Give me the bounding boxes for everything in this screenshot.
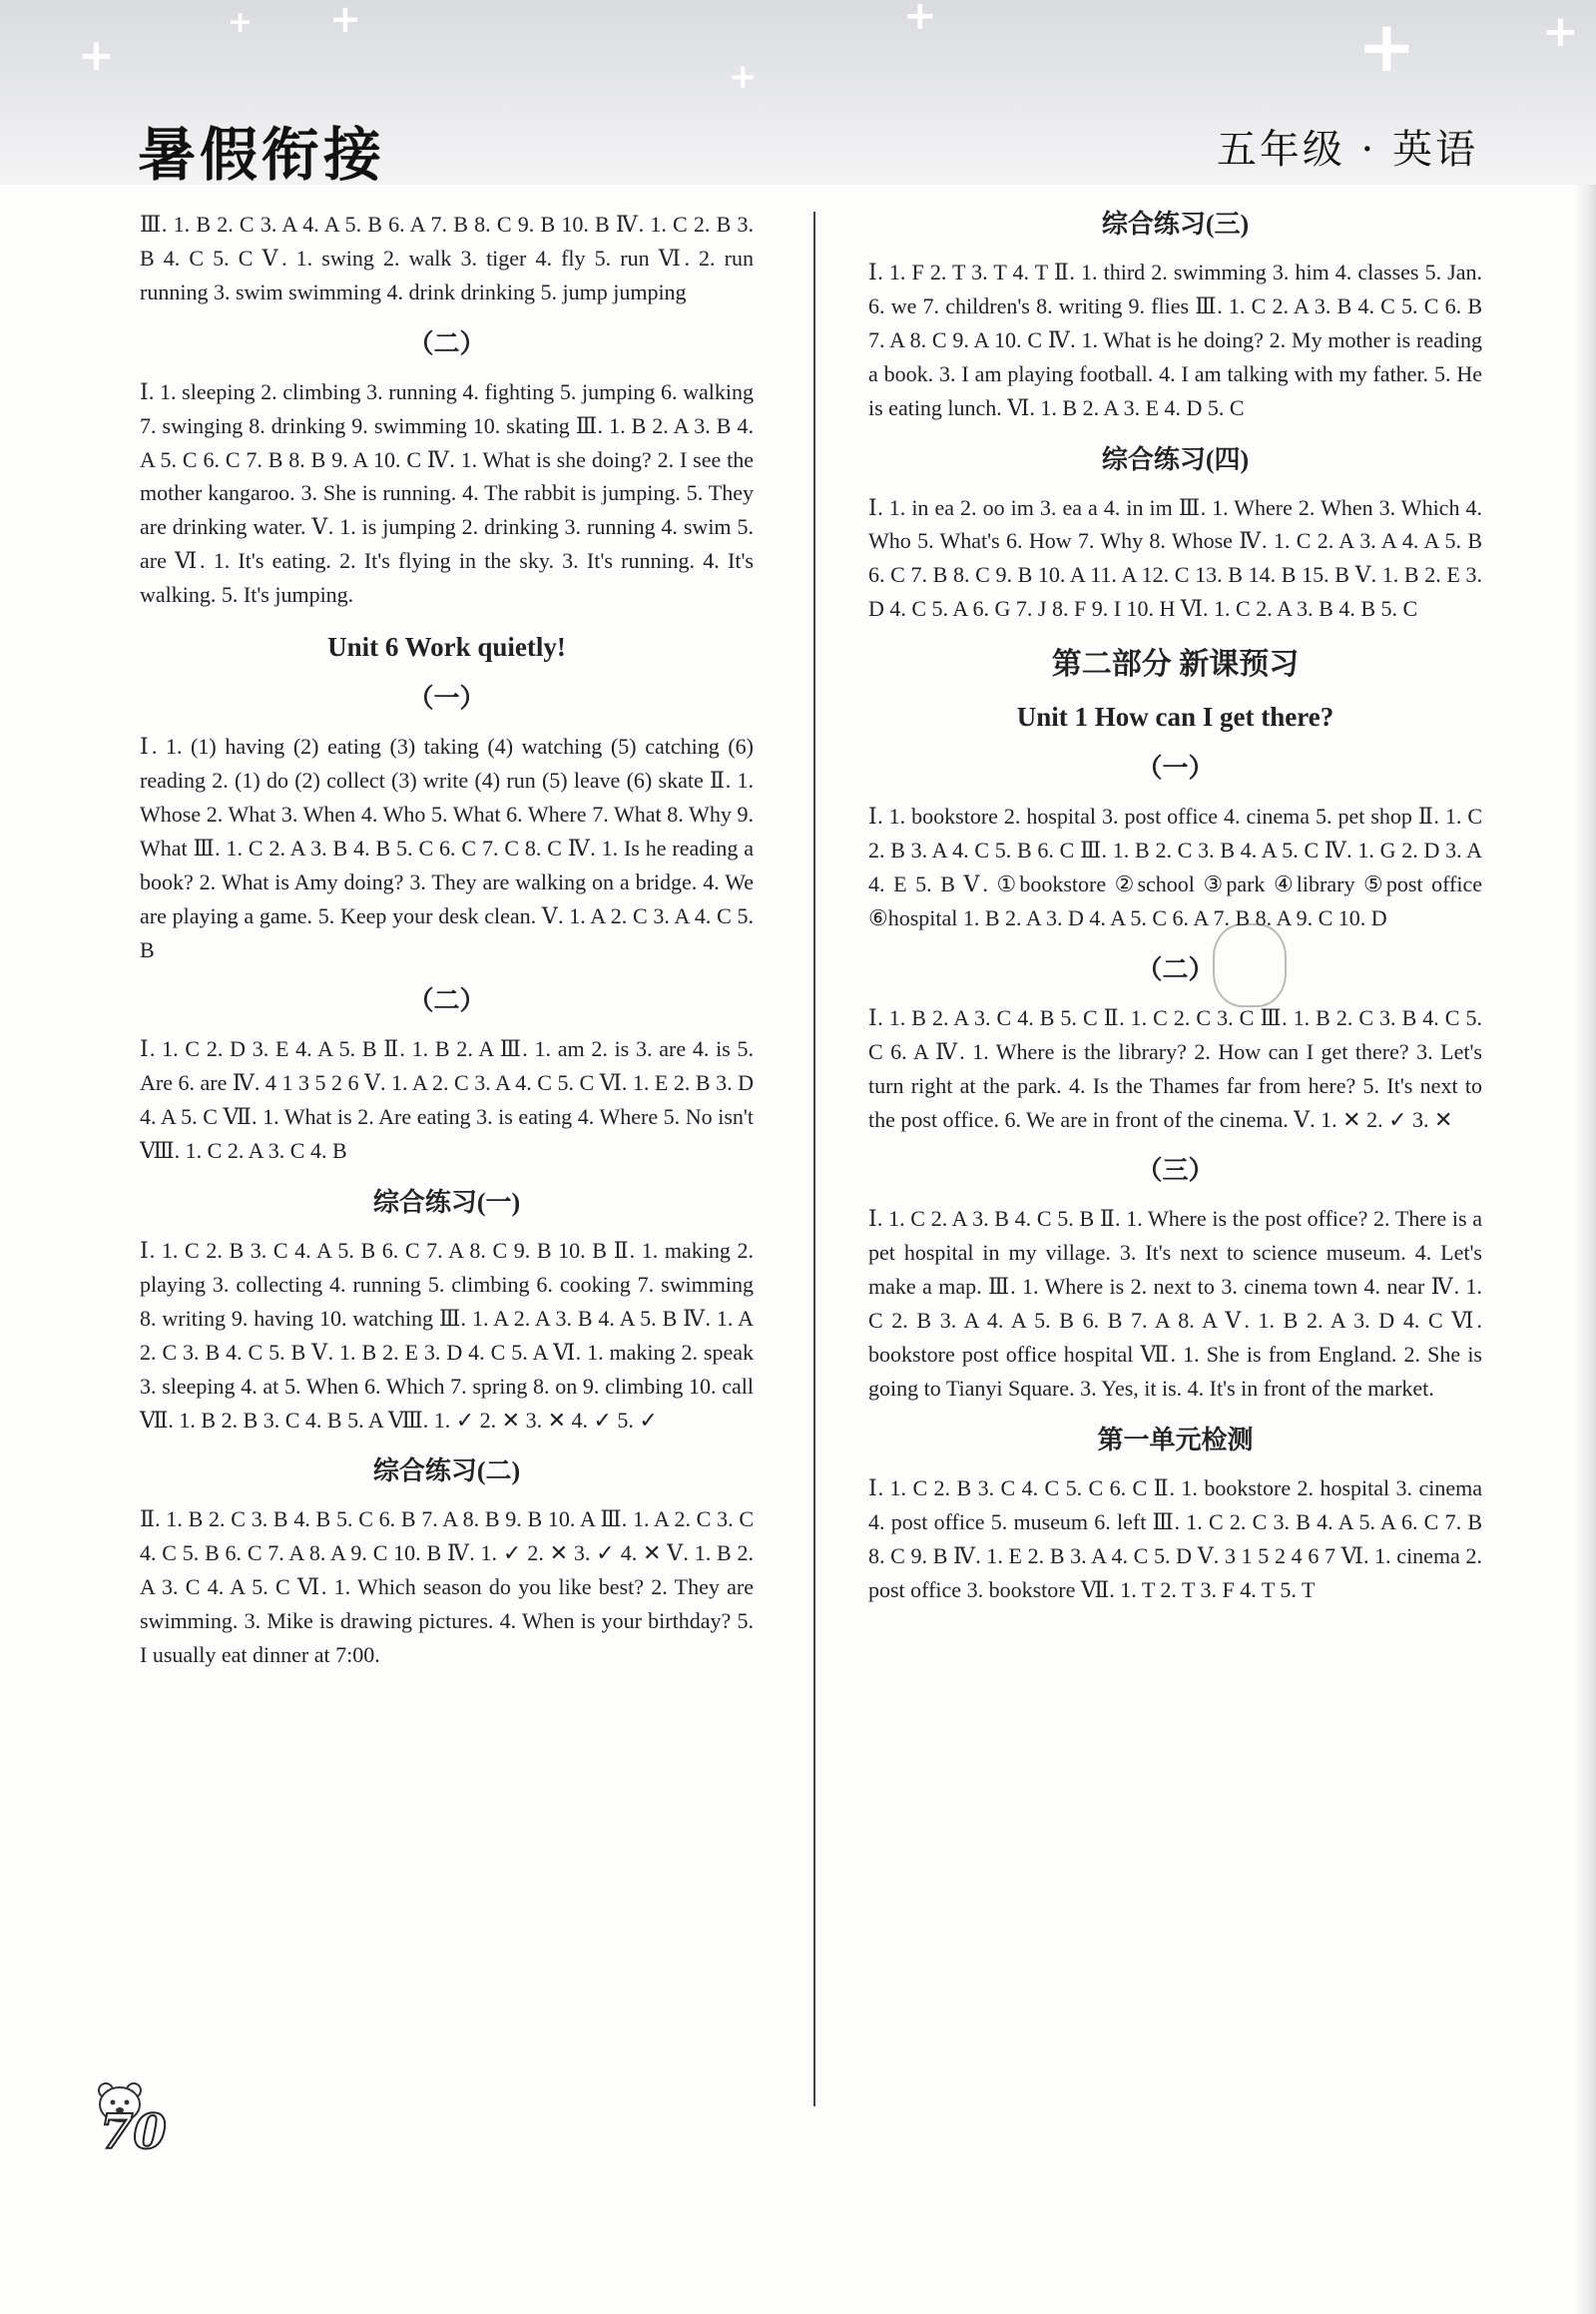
section-heading: 综合练习(四) bbox=[1101, 444, 1250, 474]
answer-paragraph: Ⅰ. 1. (1) having (2) eating (3) taking (4) watching (5) catching (6) reading 2. (1) do (2) collect (3) write (4) run (5) leave (6) skate Ⅱ. 1. Whose 2. What 3. When 4. Who 5. What 6. Where 7. What 8. Why 9. What Ⅲ. 1. C 2. A 3. B 4. B 5. C 6. C 7. C 8. C Ⅳ. 1. Is he reading a book? 2. What is Amy doing? 3. They are walking on a bridge. 4. We are playing a game. 5. Keep your desk clean. Ⅴ. 1. A 2. C 3. A 4. C 5. B bbox=[140, 734, 754, 962]
sparkle-icon: + bbox=[228, 5, 254, 40]
answer-paragraph: Ⅰ. 1. F 2. T 3. T 4. T Ⅱ. 1. third 2. swimming 3. him 4. classes 5. Jan. 6. we 7. children's 8. writing 9. flies Ⅲ. 1. C 2. A 3. B 4. C 5. C 6. B 7. A 8. C 9. A 10. C Ⅳ. 1. What is he doing? 2. My mother is reading a book. 3. I am playing football. 4. I am talking with my father. 5. He is eating lunch. Ⅵ. 1. B 2. A 3. E 4. D 5. C bbox=[868, 260, 1482, 420]
section-heading: 综合练习(一) bbox=[372, 1188, 521, 1218]
page-header bbox=[0, 0, 1596, 189]
answer-paragraph: Ⅰ. 1. in ea 2. oo im 3. ea a 4. in im Ⅲ. 1. Where 2. When 3. Which 4. Who 5. What's 6. How 7. Why 8. Whose Ⅳ. 1. C 2. A 3. A 4. A 5. B 6. C 7. B 8. C 9. B 10. A 11. A 12. C 13. B 14. B 15. B Ⅴ. 1. B 2. E 3. D 4. C 5. A 6. G 7. J 8. F 9. I 10. H Ⅵ. 1. C 2. A 3. B 4. B 5. C bbox=[868, 494, 1482, 622]
unit-title: Unit 6 Work quietly! bbox=[327, 632, 566, 663]
section-heading: （一） bbox=[407, 684, 486, 714]
grade-subject-label: 五年级 · 英语 bbox=[1216, 127, 1478, 173]
series-title: 暑假衔接 bbox=[138, 121, 386, 189]
answer-paragraph: Ⅲ. 1. B 2. C 3. A 4. A 5. B 6. A 7. B 8. C 9. B 10. B Ⅳ. 1. C 2. B 3. B 4. C 5. C Ⅴ. 1. swing 2. walk 3. tiger 4. fly 5. run Ⅵ. 2. run running 3. swim swimming 4. drink drinking 5. jump jumping bbox=[140, 212, 754, 304]
column-divider bbox=[813, 212, 815, 2106]
section-heading: 综合练习(二) bbox=[372, 1456, 521, 1486]
section-heading: 第一单元检测 bbox=[1097, 1425, 1254, 1454]
page-number: 70 bbox=[100, 2104, 167, 2160]
section-heading: （三） bbox=[1136, 1156, 1215, 1186]
right-answer-column bbox=[868, 208, 1482, 1606]
left-answer-column bbox=[140, 208, 754, 1672]
ink-stamp-mark bbox=[1213, 923, 1287, 1007]
sparkle-icon: + bbox=[78, 30, 115, 81]
unit-title: Unit 1 How can I get there? bbox=[1016, 702, 1334, 733]
sparkle-icon: + bbox=[1542, 6, 1579, 57]
part-title: 第二部分 新课预习 bbox=[1051, 648, 1300, 682]
sparkle-icon: + bbox=[729, 57, 758, 97]
answer-paragraph: Ⅰ. 1. C 2. A 3. B 4. C 5. B Ⅱ. 1. Where is the post office? 2. There is a pet hospital in my village. 3. It's next to science museum. 4. Let's make a map. Ⅲ. 1. Where is 2. next to 3. cinema town 4. near Ⅳ. 1. C 2. B 3. A 4. A 5. B 6. B 7. A 8. A Ⅴ. 1. B 2. A 3. D 4. C Ⅵ. bookstore post office hospital Ⅶ. 1. She is from England. 2. She is going to Tianyi Square. 3. Yes, it is. 4. It's in front of the market. bbox=[868, 1206, 1482, 1401]
answer-paragraph: Ⅰ. 1. bookstore 2. hospital 3. post office 4. cinema 5. pet shop Ⅱ. 1. C 2. B 3. A 4. C 5. B 6. C Ⅲ. 1. B 2. C 3. B 4. A 5. C Ⅳ. 1. G 2. D 3. A 4. E 5. B Ⅴ. ①bookstore ②school ③park ④library ⑤post office ⑥hospital 1. B 2. A 3. D 4. A 5. C 6. A 7. B 8. A 9. C 10. D bbox=[868, 804, 1482, 930]
sparkle-icon: + bbox=[329, 0, 361, 41]
answer-paragraph: Ⅰ. 1. B 2. A 3. C 4. B 5. C Ⅱ. 1. C 2. C 3. C Ⅲ. 1. B 2. C 3. B 4. C 5. C 6. A Ⅳ. 1. Where is the library? 2. How can I get there? 3. Let's turn right at the park. 4. Is the Thames far from here? 5. It's next to the post office. 6. We are in front of the cinema. Ⅴ. 1. ✕ 2. ✓ 3. ✕ bbox=[868, 1004, 1482, 1132]
page-edge-shadow bbox=[1574, 185, 1596, 2314]
section-heading: （二） bbox=[1136, 954, 1215, 984]
answer-paragraph: Ⅰ. 1. C 2. B 3. C 4. C 5. C 6. C Ⅱ. 1. bookstore 2. hospital 3. cinema 4. post office 5. museum 6. left Ⅲ. 1. C 2. C 3. B 4. A 5. A 6. C 7. B 8. C 9. B Ⅳ. 1. E 2. B 3. A 4. C 5. D Ⅴ. 3 1 5 2 4 6 7 Ⅵ. 1. cinema 2. post office 3. bookstore Ⅶ. 1. T 2. T 3. F 4. T 5. T bbox=[868, 1474, 1482, 1602]
answer-paragraph: Ⅰ. 1. C 2. B 3. C 4. A 5. B 6. C 7. A 8. C 9. B 10. B Ⅱ. 1. making 2. playing 3. collecting 4. running 5. climbing 6. cooking 7. swimming 8. writing 9. having 10. watching Ⅲ. 1. A 2. A 3. B 4. A 5. B Ⅳ. 1. A 2. C 3. B 4. C 5. B Ⅴ. 1. B 2. E 3. D 4. C 5. A Ⅵ. 1. making 2. speak 3. sleeping 4. at 5. When 6. Which 7. spring 8. on 9. climbing 10. call Ⅶ. 1. B 2. B 3. C 4. B 5. A Ⅷ. 1. ✓ 2. ✕ 3. ✕ 4. ✓ 5. ✓ bbox=[140, 1238, 754, 1433]
answer-paragraph: Ⅱ. 1. B 2. C 3. B 4. B 5. C 6. B 7. A 8. B 9. B 10. A Ⅲ. 1. A 2. C 3. C 4. C 5. B 6. C 7. A 8. A 9. C 10. B Ⅳ. 1. ✓ 2. ✕ 3. ✓ 4. ✕ Ⅴ. 1. B 2. A 3. C 4. A 5. C Ⅵ. 1. Which season do you like best? 2. They are swimming. 3. Mike is drawing pictures. 4. When is your birthday? 5. I usually eat dinner at 7:00. bbox=[140, 1506, 754, 1668]
section-heading: 综合练习(三) bbox=[1101, 210, 1250, 239]
section-heading: （二） bbox=[407, 986, 486, 1016]
section-heading: （二） bbox=[407, 328, 486, 358]
sparkle-icon: + bbox=[1357, 6, 1416, 88]
sparkle-icon: + bbox=[903, 0, 937, 39]
answer-paragraph: Ⅰ. 1. C 2. D 3. E 4. A 5. B Ⅱ. 1. B 2. A Ⅲ. 1. am 2. is 3. are 4. is 5. Are 6. are Ⅳ. 4 1 3 5 2 6 Ⅴ. 1. A 2. C 3. A 4. C 5. C Ⅵ. 1. E 2. B 3. D 4. A 5. C Ⅶ. 1. What is 2. Are eating 3. is eating 4. Where 5. No isn't Ⅷ. 1. C 2. A 3. C 4. B bbox=[140, 1036, 754, 1164]
answer-paragraph: Ⅰ. 1. sleeping 2. climbing 3. running 4. fighting 5. jumping 6. walking 7. swinging 8. drinking 9. swimming 10. skating Ⅲ. 1. B 2. A 3. B 4. A 5. C 6. C 7. B 8. B 9. A 10. C Ⅳ. 1. What is she doing? 2. I see the mother kangaroo. 3. She is running. 4. The rabbit is jumping. 5. They are drinking water. Ⅴ. 1. is jumping 2. drinking 3. running 4. swim 5. are Ⅵ. 1. It's eating. 2. It's flying in the sky. 3. It's running. 4. It's walking. 5. It's jumping. bbox=[140, 378, 754, 608]
section-heading: （一） bbox=[1136, 754, 1215, 784]
